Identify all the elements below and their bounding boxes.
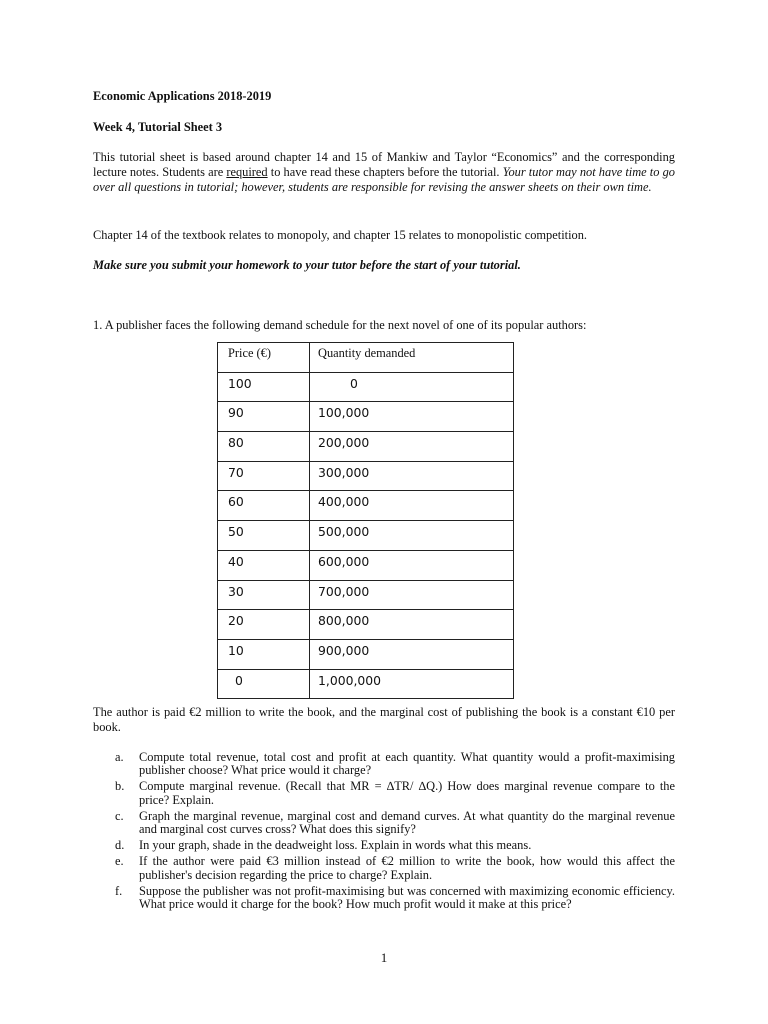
price-cell: 0	[218, 669, 310, 699]
price-cell: 40	[218, 550, 310, 580]
question-1-parts	[93, 751, 675, 914]
quantity-cell: 200,000	[310, 432, 514, 462]
cost-paragraph: The author is paid €2 million to write the book, and the marginal cost of publishing the book is a constant €10 per book.	[93, 705, 675, 734]
price-cell: 30	[218, 580, 310, 610]
quantity-cell: 700,000	[310, 580, 514, 610]
course-title: Economic Applications 2018-2019	[93, 89, 272, 103]
list-item: a. Compute total revenue, total cost and profit at each quantity. What quantity would a profit-maximising publisher choose? What price would it charge?	[115, 750, 675, 778]
table-row	[218, 580, 514, 610]
quantity-cell: 0	[310, 372, 514, 402]
price-cell: 60	[218, 491, 310, 521]
quantity-header: Quantity demanded	[310, 343, 514, 373]
price-cell: 50	[218, 521, 310, 551]
quantity-cell: 400,000	[310, 491, 514, 521]
intro-text-2: to have read these chapters before the tutorial.	[267, 165, 500, 179]
table-header-row	[218, 343, 514, 373]
page-number: 1	[380, 950, 388, 965]
price-cell: 80	[218, 432, 310, 462]
table-row	[218, 461, 514, 491]
price-cell: 70	[218, 461, 310, 491]
table-row	[218, 372, 514, 402]
intro-text-1: This tutorial sheet is based around chapter 14 and 15 of Mankiw and Taylor “Economics” and the corresponding lecture notes. Students are	[93, 150, 675, 179]
quantity-cell: 300,000	[310, 461, 514, 491]
intro-italic-note: Your tutor may not have time to go over all questions in tutorial; however, students are responsible for revising the answer sheets on their own time.	[93, 165, 675, 194]
quantity-cell: 1,000,000	[310, 669, 514, 699]
quantity-cell: 800,000	[310, 610, 514, 640]
table-row	[218, 639, 514, 669]
list-item: f. Suppose the publisher was not profit-maximising but was concerned with maximizing economic efficiency. What price would it charge for the book? How much profit would it make at this price?	[115, 883, 675, 912]
demand-schedule-table	[217, 342, 514, 699]
table-row	[218, 669, 514, 699]
table-row	[218, 550, 514, 580]
quantity-cell: 600,000	[310, 550, 514, 580]
quantity-cell: 500,000	[310, 521, 514, 551]
homework-note: Make sure you submit your homework to your tutor before the start of your tutorial.	[93, 258, 521, 272]
intro-required: required	[226, 165, 268, 179]
price-header: Price (€)	[218, 343, 310, 373]
table-row	[218, 432, 514, 462]
table-row	[218, 491, 514, 521]
table-row	[218, 610, 514, 640]
price-cell: 20	[218, 610, 310, 640]
question-1-prompt: 1. A publisher faces the following demand schedule for the next novel of one of its popular authors:	[93, 318, 587, 332]
chapters-note: Chapter 14 of the textbook relates to monopoly, and chapter 15 relates to monopolistic competition.	[93, 228, 588, 242]
list-item: b. Compute marginal revenue. (Recall that MR = ∆TR/ ∆Q.) How does marginal revenue compare to the price? Explain.	[115, 779, 675, 807]
quantity-cell: 100,000	[310, 402, 514, 432]
intro-paragraph	[93, 150, 675, 195]
price-cell: 90	[218, 402, 310, 432]
price-cell: 100	[218, 372, 310, 402]
list-item: d. In your graph, shade in the deadweight loss. Explain in words what this means.	[115, 838, 532, 853]
price-cell: 10	[218, 639, 310, 669]
list-item: c. Graph the marginal revenue, marginal cost and demand curves. At what quantity do the marginal revenue and marginal cost curves cross? What does this signify?	[115, 808, 675, 837]
quantity-cell: 900,000	[310, 639, 514, 669]
table-row	[218, 521, 514, 551]
sheet-title: Week 4, Tutorial Sheet 3	[93, 120, 223, 134]
list-item: e. If the author were paid €3 million instead of €2 million to write the book, how would this affect the publisher's decision regarding the price to charge? Explain.	[115, 854, 675, 882]
table-row	[218, 402, 514, 432]
